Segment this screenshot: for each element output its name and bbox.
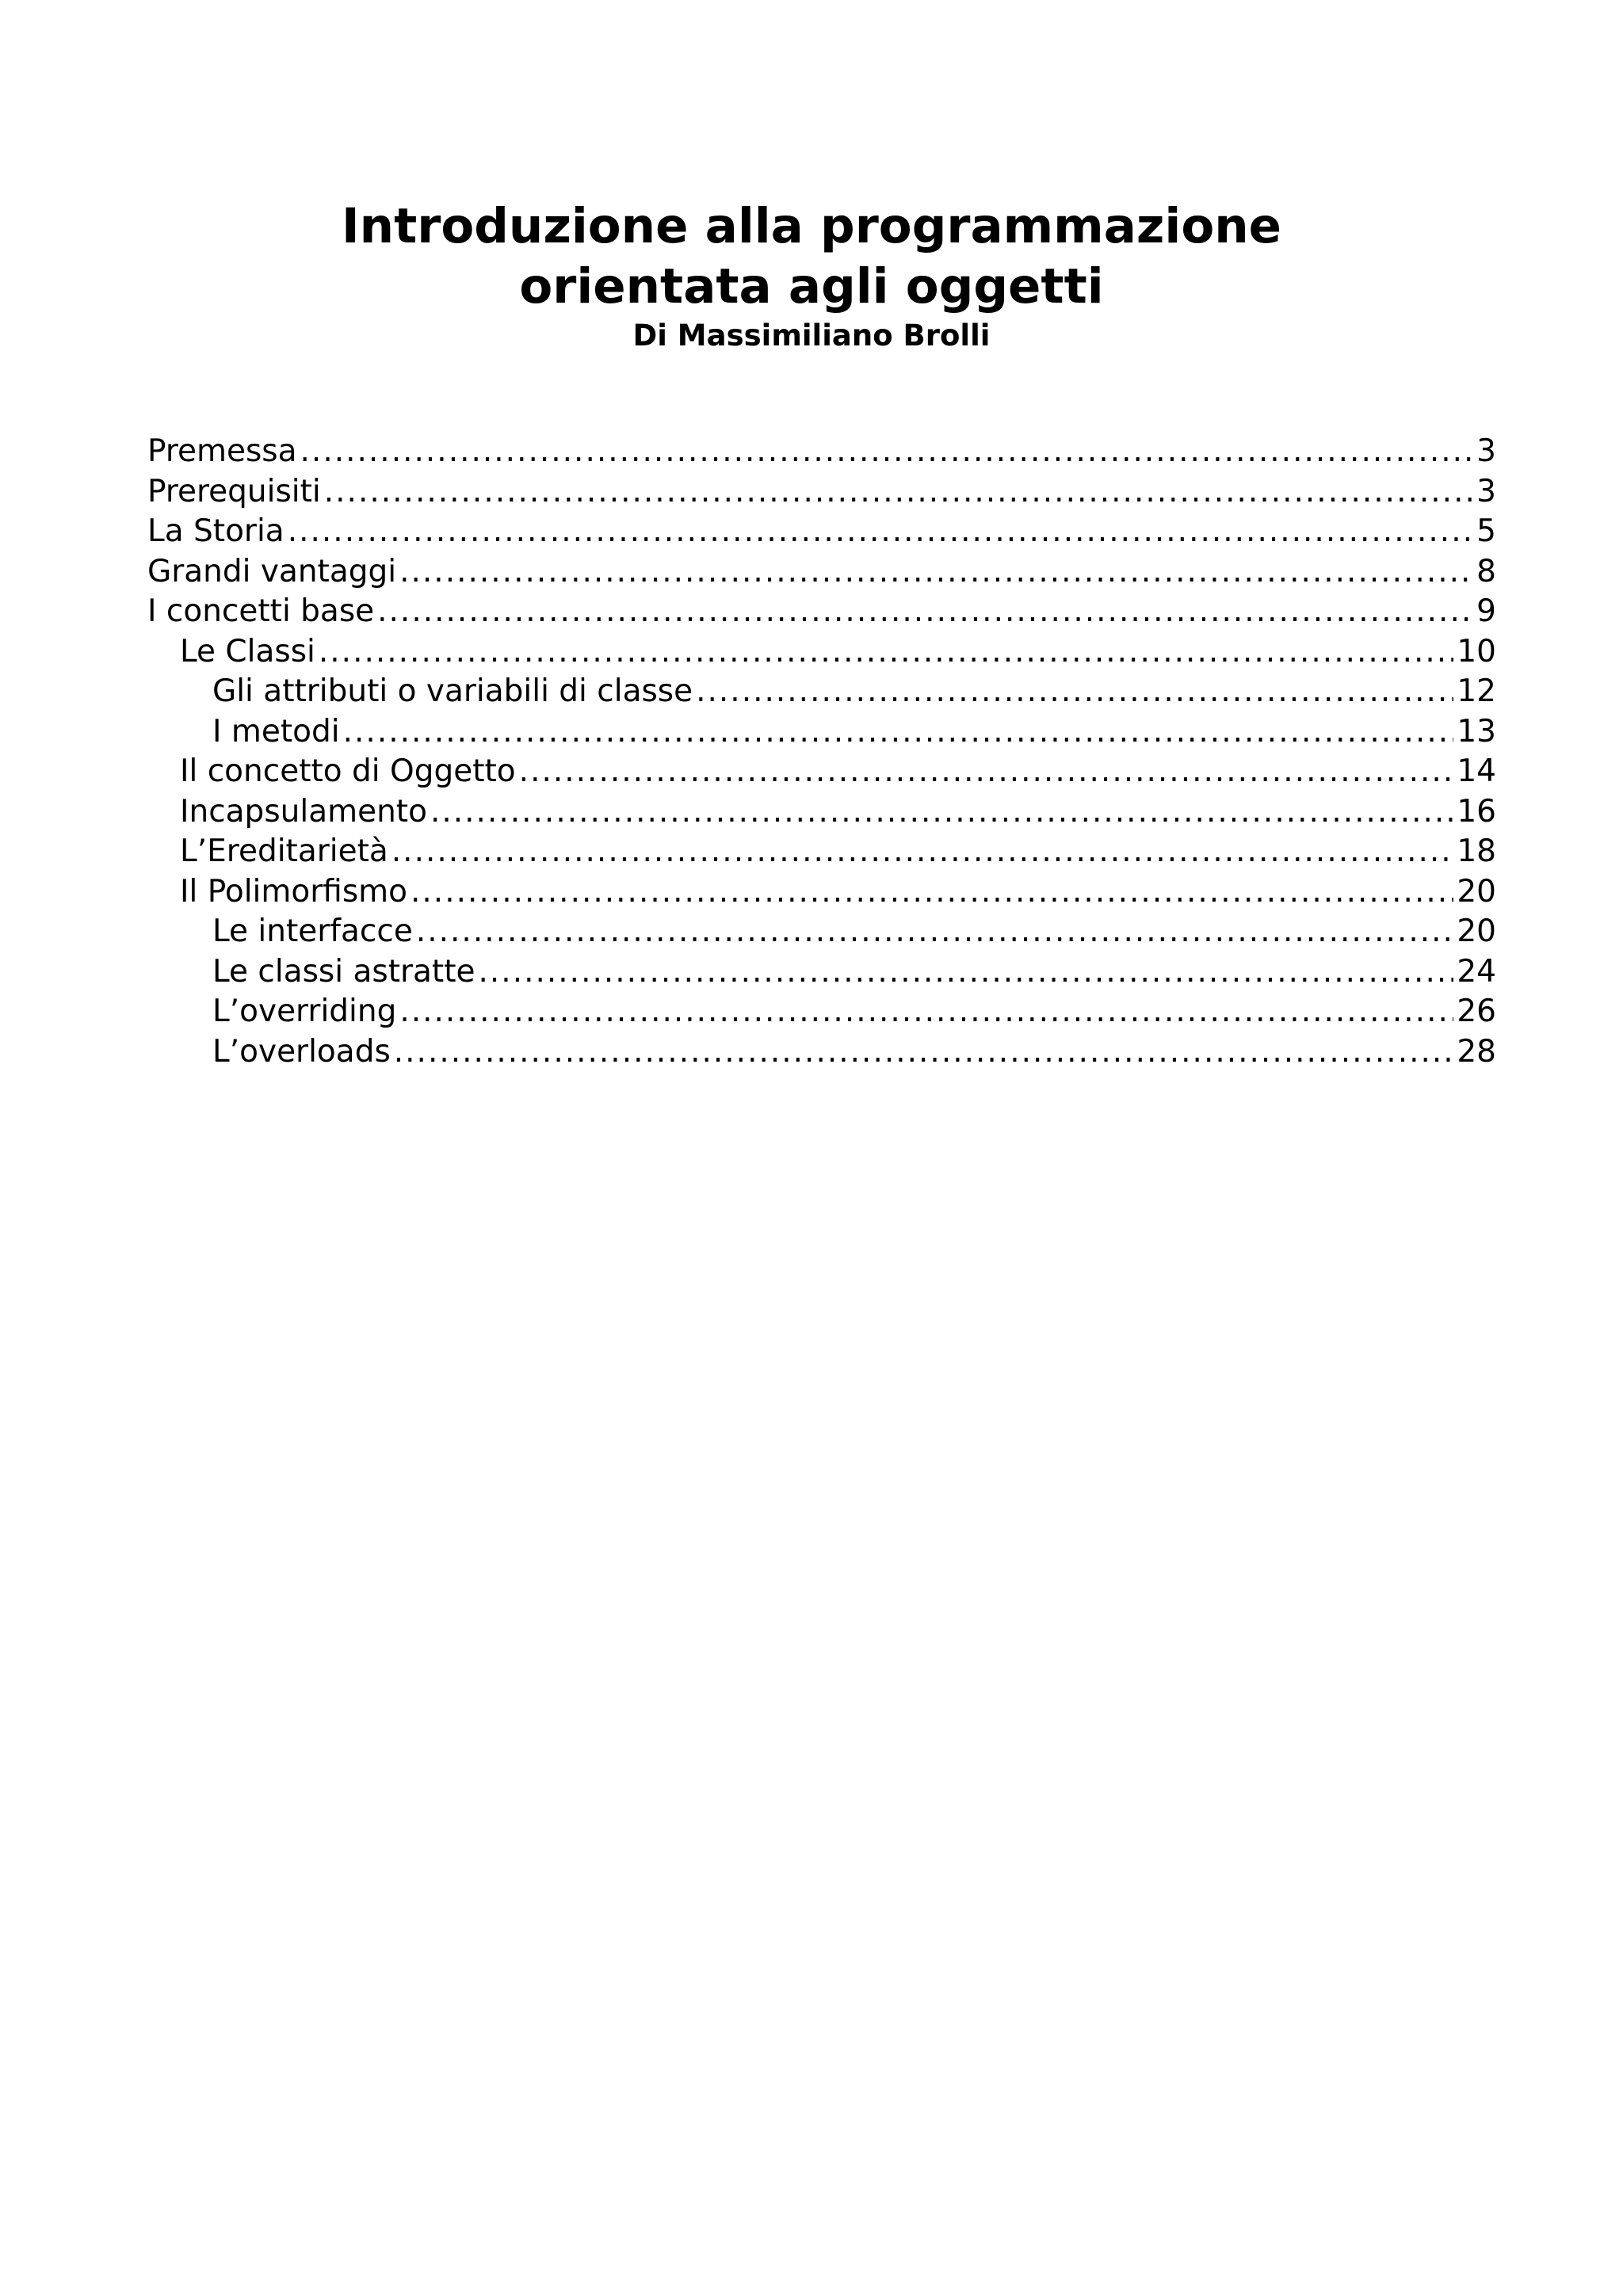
toc-entry[interactable]	[147, 432, 1496, 472]
toc-entry[interactable]	[147, 952, 1496, 993]
toc-entry[interactable]	[147, 992, 1496, 1032]
toc-dot-leader	[324, 472, 1473, 513]
toc-entry-label: Prerequisiti	[147, 473, 321, 509]
toc-entry-page: 20	[1457, 913, 1496, 949]
toc-entry-page: 20	[1457, 873, 1496, 910]
toc-entry[interactable]	[147, 632, 1496, 673]
toc-entry-label: La Storia	[147, 513, 285, 549]
title-block	[0, 196, 1623, 355]
toc-entry-page: 5	[1476, 513, 1496, 549]
toc-dot-leader	[430, 792, 1453, 833]
toc-entry-label: L’Ereditarietà	[180, 833, 388, 869]
toc-dot-leader	[391, 832, 1454, 872]
toc-entry[interactable]	[147, 552, 1496, 593]
toc-dot-leader	[319, 632, 1453, 673]
toc-dot-leader	[519, 752, 1454, 792]
toc-dot-leader	[416, 912, 1454, 952]
toc-entry-label: Le Classi	[180, 633, 315, 669]
toc-entry-page: 9	[1476, 593, 1496, 629]
table-of-contents	[147, 432, 1496, 1072]
toc-entry-page: 10	[1457, 633, 1496, 669]
toc-dot-leader	[696, 672, 1453, 712]
toc-entry-page: 8	[1476, 553, 1496, 589]
toc-entry-page: 26	[1457, 994, 1496, 1029]
toc-entry-label: Le interfacce	[212, 913, 413, 949]
toc-entry-label: Grandi vantaggi	[147, 553, 397, 589]
document-title-line-1: Introduzione alla programmazione	[341, 198, 1282, 254]
toc-entry-page: 14	[1457, 753, 1496, 789]
toc-entry-label: Premessa	[147, 433, 297, 469]
toc-dot-leader	[394, 1032, 1454, 1073]
toc-entry[interactable]	[147, 512, 1496, 552]
toc-entry-label: Incapsulamento	[180, 793, 427, 830]
toc-entry-label: Gli attributi o variabili di classe	[212, 673, 693, 709]
toc-entry-label: L’overriding	[212, 994, 397, 1029]
document-title-line-2: orientata agli oggetti	[519, 258, 1104, 315]
toc-entry-label: L’overloads	[212, 1033, 391, 1070]
toc-dot-leader	[288, 512, 1473, 552]
toc-entry-page: 3	[1476, 433, 1496, 469]
toc-entry[interactable]	[147, 712, 1496, 753]
toc-entry[interactable]	[147, 912, 1496, 952]
toc-entry[interactable]	[147, 752, 1496, 792]
toc-entry[interactable]	[147, 1032, 1496, 1073]
toc-entry[interactable]	[147, 792, 1496, 833]
toc-entry-page: 13	[1457, 713, 1496, 749]
toc-entry[interactable]	[147, 832, 1496, 872]
toc-entry-page: 28	[1457, 1033, 1496, 1070]
toc-dot-leader	[300, 432, 1474, 472]
toc-entry-page: 16	[1457, 793, 1496, 830]
document-author: Di Massimiliano Brolli	[632, 318, 991, 353]
toc-entry-label: Il Polimorfismo	[180, 873, 408, 910]
toc-entry-label: I concetti base	[147, 593, 375, 629]
toc-entry-page: 24	[1457, 953, 1496, 990]
toc-entry-label: Le classi astratte	[212, 953, 475, 990]
toc-entry[interactable]	[147, 872, 1496, 913]
toc-dot-leader	[399, 992, 1453, 1032]
toc-entry-label: Il concetto di Oggetto	[180, 753, 516, 789]
toc-dot-leader	[411, 872, 1453, 913]
toc-entry[interactable]	[147, 672, 1496, 712]
toc-entry-label: I metodi	[212, 713, 340, 749]
toc-entry[interactable]	[147, 472, 1496, 513]
toc-dot-leader	[399, 552, 1473, 593]
toc-entry[interactable]	[147, 592, 1496, 632]
toc-dot-leader	[479, 952, 1454, 993]
toc-entry-page: 3	[1476, 473, 1496, 509]
toc-dot-leader	[377, 592, 1473, 632]
toc-entry-page: 12	[1457, 673, 1496, 709]
toc-entry-page: 18	[1457, 833, 1496, 869]
toc-dot-leader	[343, 712, 1454, 753]
